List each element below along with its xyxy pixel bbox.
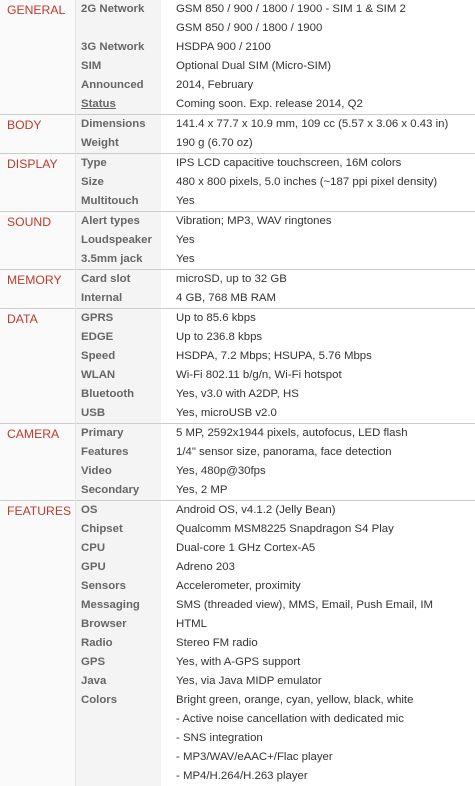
spec-value: microSD, up to 32 GB (161, 270, 475, 290)
spec-label: Announced (76, 76, 162, 95)
spec-value: Yes, v3.0 with A2DP, HS (161, 385, 475, 404)
spec-row (0, 154, 475, 174)
spec-label: Loudspeaker (76, 231, 162, 250)
spec-value: Qualcomm MSM8225 Snapdragon S4 Play (161, 520, 475, 539)
spec-value: Up to 236.8 kbps (161, 328, 475, 347)
spec-label: Card slot (76, 270, 162, 290)
spec-value: Adreno 203 (161, 558, 475, 577)
spec-row (0, 424, 475, 444)
category-label-sound: SOUND (0, 212, 76, 270)
spec-value: Yes (161, 192, 475, 212)
spec-label: Weight (76, 134, 162, 154)
spec-value: GSM 850 / 900 / 1800 / 1900 (161, 19, 475, 38)
spec-label (76, 748, 162, 767)
spec-label: Java (76, 672, 162, 691)
spec-label: OS (76, 501, 162, 521)
spec-value: Yes (161, 231, 475, 250)
status-link[interactable]: Status (81, 98, 116, 110)
spec-value: HTML (161, 615, 475, 634)
spec-label: GPU (76, 558, 162, 577)
spec-label: Speed (76, 347, 162, 366)
spec-value: - Active noise cancellation with dedicated mic (161, 710, 475, 729)
spec-label: Video (76, 462, 162, 481)
spec-value: - SNS integration (161, 729, 475, 748)
spec-label: GPRS (76, 309, 162, 329)
spec-label: Features (76, 443, 162, 462)
spec-label: Chipset (76, 520, 162, 539)
spec-value: 480 x 800 pixels, 5.0 inches (~187 ppi pixel density) (161, 173, 475, 192)
spec-label: Internal (76, 289, 162, 309)
spec-value: Coming soon. Exp. release 2014, Q2 (161, 95, 475, 115)
spec-label: 3.5mm jack (76, 250, 162, 270)
spec-row (0, 115, 475, 135)
spec-value: 2014, February (161, 76, 475, 95)
spec-value: Yes, via Java MIDP emulator (161, 672, 475, 691)
spec-label: SIM (76, 57, 162, 76)
spec-row (0, 501, 475, 521)
category-label-general: GENERAL (0, 0, 76, 115)
spec-label: CPU (76, 539, 162, 558)
spec-label: 2G Network (76, 0, 162, 19)
category-label-features: FEATURES (0, 501, 76, 786)
spec-value: Dual-core 1 GHz Cortex-A5 (161, 539, 475, 558)
spec-value: Yes, microUSB v2.0 (161, 404, 475, 424)
category-label-display: DISPLAY (0, 154, 76, 212)
spec-value: 5 MP, 2592x1944 pixels, autofocus, LED flash (161, 424, 475, 444)
category-label-camera: CAMERA (0, 424, 76, 501)
spec-label (76, 710, 162, 729)
spec-value: Stereo FM radio (161, 634, 475, 653)
category-label-body: BODY (0, 115, 76, 154)
spec-value: Android OS, v4.1.2 (Jelly Bean) (161, 501, 475, 521)
spec-value: 1/4" sensor size, panorama, face detection (161, 443, 475, 462)
spec-label: Messaging (76, 596, 162, 615)
spec-label (76, 767, 162, 786)
spec-row (0, 0, 475, 19)
spec-value: Wi-Fi 802.11 b/g/n, Wi-Fi hotspot (161, 366, 475, 385)
spec-value: - MP4/H.264/H.263 player (161, 767, 475, 786)
spec-value: 141.4 x 77.7 x 10.9 mm, 109 cc (5.57 x 3.06 x 0.43 in) (161, 115, 475, 135)
spec-label: Sensors (76, 577, 162, 596)
spec-label: Size (76, 173, 162, 192)
spec-value: - MP3/WAV/eAAC+/Flac player (161, 748, 475, 767)
spec-value: HSDPA, 7.2 Mbps; HSUPA, 5.76 Mbps (161, 347, 475, 366)
spec-value: Yes (161, 250, 475, 270)
spec-value: Yes, 2 MP (161, 481, 475, 501)
spec-value: Vibration; MP3, WAV ringtones (161, 212, 475, 232)
spec-value: Yes, with A-GPS support (161, 653, 475, 672)
spec-label: Primary (76, 424, 162, 444)
spec-label: EDGE (76, 328, 162, 347)
spec-value: Yes, 480p@30fps (161, 462, 475, 481)
spec-value: Optional Dual SIM (Micro-SIM) (161, 57, 475, 76)
spec-value: 190 g (6.70 oz) (161, 134, 475, 154)
spec-value: HSDPA 900 / 2100 (161, 38, 475, 57)
spec-value: IPS LCD capacitive touchscreen, 16M colors (161, 154, 475, 174)
spec-label: Colors (76, 691, 162, 710)
spec-value: Up to 85.6 kbps (161, 309, 475, 329)
spec-label: Multitouch (76, 192, 162, 212)
category-label-data: DATA (0, 309, 76, 424)
spec-label (76, 729, 162, 748)
spec-value: SMS (threaded view), MMS, Email, Push Email, IM (161, 596, 475, 615)
spec-label: WLAN (76, 366, 162, 385)
spec-label: Secondary (76, 481, 162, 501)
category-label-memory: MEMORY (0, 270, 76, 309)
spec-value: GSM 850 / 900 / 1800 / 1900 - SIM 1 & SIM 2 (161, 0, 475, 19)
spec-label: Radio (76, 634, 162, 653)
spec-row (0, 270, 475, 290)
spec-row (0, 212, 475, 232)
spec-label[interactable] (76, 95, 162, 115)
spec-label: Bluetooth (76, 385, 162, 404)
spec-row (0, 309, 475, 329)
spec-value: Bright green, orange, cyan, yellow, black, white (161, 691, 475, 710)
spec-value: Accelerometer, proximity (161, 577, 475, 596)
spec-value: 4 GB, 768 MB RAM (161, 289, 475, 309)
spec-label: GPS (76, 653, 162, 672)
spec-label: USB (76, 404, 162, 424)
spec-label (76, 19, 162, 38)
spec-label: Browser (76, 615, 162, 634)
spec-label: 3G Network (76, 38, 162, 57)
spec-label: Alert types (76, 212, 162, 232)
spec-label: Dimensions (76, 115, 162, 135)
spec-label: Type (76, 154, 162, 174)
